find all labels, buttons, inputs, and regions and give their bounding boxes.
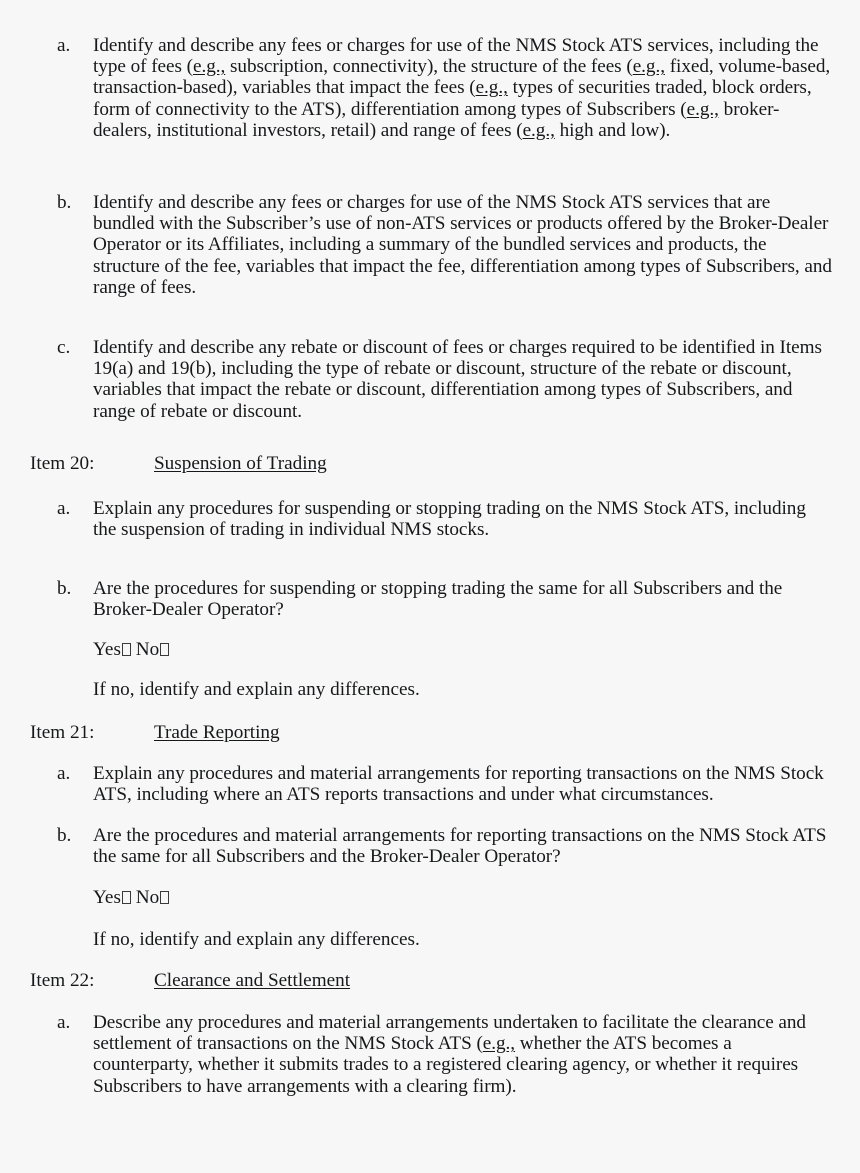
item-title-22: Clearance and Settlement [154, 970, 351, 991]
yes-option-item21[interactable] [93, 887, 131, 908]
item-heading-20 [30, 453, 830, 474]
list-item-22a [57, 1012, 832, 1097]
yes-label: Yes [93, 887, 121, 908]
item-number-22: Item 22: [30, 970, 95, 991]
list-item-19b [57, 192, 832, 298]
list-item-20a-text: Explain any procedures for suspending or stopping trading on the NMS Stock ATS, including the suspension of trading in individual NMS stocks. [93, 498, 806, 541]
list-marker-a: a. [57, 763, 71, 784]
list-item-19a-text [93, 35, 832, 141]
item-title-20: Suspension of Trading [154, 453, 327, 474]
list-item-20b [57, 578, 832, 620]
yes-checkbox-icon[interactable] [122, 643, 131, 656]
list-item-19a [57, 35, 832, 141]
text-run: Identify and describe any fees or charges for use of the NMS Stock ATS services, including the type of fees ( [93, 35, 819, 78]
no-checkbox-icon[interactable] [160, 891, 169, 904]
text-run: Describe any procedures and material arrangements undertaken to facilitate the clearance and settlement of transactions on the NMS Stock ATS ( [93, 1012, 806, 1055]
yes-no-row-item20 [93, 639, 833, 660]
eg-abbreviation: e.g., [475, 77, 508, 99]
no-option-item21[interactable] [136, 887, 169, 908]
if-no-note-item21: If no, identify and explain any differences. [93, 929, 420, 950]
list-item-21a [57, 763, 832, 805]
item-number-21: Item 21: [30, 722, 95, 743]
list-marker-b: b. [57, 578, 72, 599]
yes-label: Yes [93, 639, 121, 660]
list-marker-a: a. [57, 498, 71, 519]
eg-abbreviation: e.g., [522, 119, 555, 141]
text-run: high and low). [554, 119, 671, 141]
text-run: fixed, volume-based, transaction-based), variables that impact the fees ( [93, 56, 831, 99]
list-item-21b [57, 825, 832, 867]
list-marker-b: b. [57, 825, 72, 846]
list-item-20a [57, 498, 832, 540]
item-number-20: Item 20: [30, 453, 95, 474]
text-run: subscription, connectivity), the structure of the fees ( [225, 56, 633, 78]
if-no-note-item20: If no, identify and explain any differences. [93, 679, 420, 700]
text-run: broker-dealers, institutional investors, retail) and range of fees ( [93, 98, 780, 141]
list-item-19c-text: Identify and describe any rebate or discount of fees or charges required to be identified in Items 19(a) and 19(b), including the type of rebate or discount, structure of the rebate or discount, variables that impact the rebate or discount, differentiation among types of Subscribers, and range of rebate or discount. [93, 337, 822, 422]
item-title-21: Trade Reporting [154, 722, 280, 743]
list-item-19b-text: Identify and describe any fees or charges for use of the NMS Stock ATS services that are bundled with the Subscriber’s use of non-ATS services or products offered by the Broker-Dealer Operator or its Affiliates, including a summary of the bundled services and products, the structure of the fee, variables that impact the fee, differentiation among types of Subscribers, and range of fees. [93, 192, 832, 298]
eg-abbreviation: e.g., [686, 98, 719, 120]
no-label: No [135, 887, 160, 908]
list-item-19c [57, 337, 832, 422]
item-heading-22 [30, 970, 830, 991]
no-option-item20[interactable] [136, 639, 169, 660]
eg-abbreviation: e.g., [482, 1033, 516, 1055]
yes-option-item20[interactable] [93, 639, 131, 660]
no-checkbox-icon[interactable] [160, 643, 169, 656]
text-run: types of securities traded, block orders, form of connectivity to the ATS), differentiation among types of Subscribers ( [93, 77, 812, 120]
list-marker-a: a. [57, 1012, 71, 1033]
list-marker-a: a. [57, 35, 71, 56]
eg-abbreviation: e.g., [632, 56, 665, 78]
no-label: No [135, 639, 160, 660]
list-item-20b-text: Are the procedures for suspending or stopping trading the same for all Subscribers and the Broker-Dealer Operator? [93, 578, 783, 621]
list-item-21b-text: Are the procedures and material arrangements for reporting transactions on the NMS Stock ATS the same for all Subscribers and the Broker-Dealer Operator? [93, 825, 827, 868]
text-run: whether the ATS becomes a counterparty, whether it submits trades to a registered clearing agency, or whether it requires Subscribers to have arrangements with a clearing firm). [93, 1033, 799, 1097]
list-marker-b: b. [57, 192, 72, 213]
list-item-22a-text [93, 1012, 832, 1097]
item-heading-21 [30, 722, 830, 743]
yes-no-row-item21 [93, 887, 833, 908]
list-item-21a-text: Explain any procedures and material arrangements for reporting transactions on the NMS Stock ATS, including where an ATS reports transactions and under what circumstances. [93, 763, 824, 806]
yes-checkbox-icon[interactable] [122, 891, 131, 904]
eg-abbreviation: e.g., [193, 56, 226, 78]
list-marker-c: c. [57, 337, 71, 358]
